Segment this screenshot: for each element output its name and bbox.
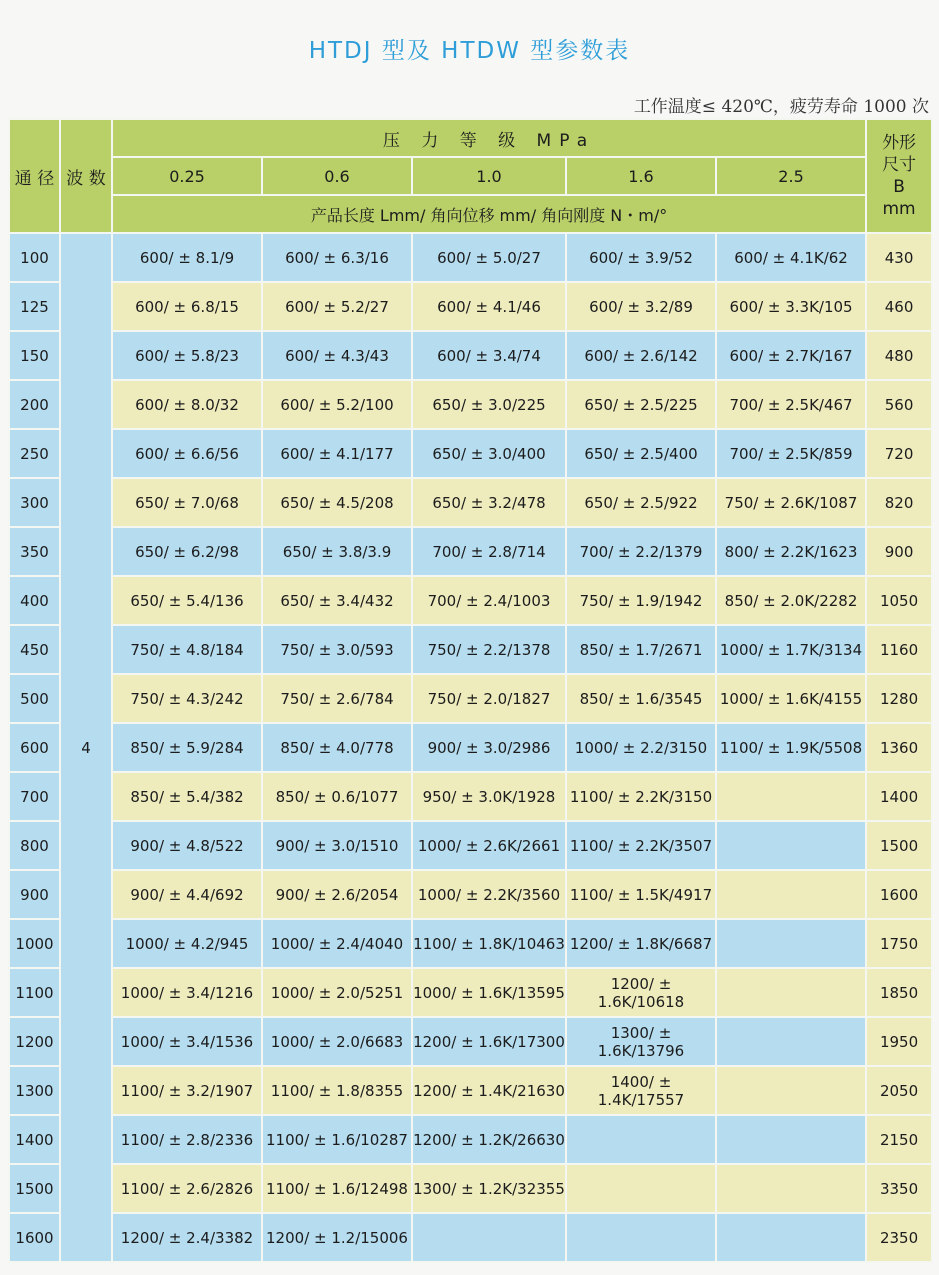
external-size-cell: 460 [866,282,932,331]
value-cell: 650/ ± 2.5/922 [566,478,716,527]
value-cell: 1200/ ± 1.6K/10618 [566,968,716,1017]
value-cell: 1100/ ± 1.6/12498 [262,1164,412,1213]
value-cell: 650/ ± 3.4/432 [262,576,412,625]
external-size-cell: 1280 [866,674,932,723]
dn-cell: 150 [9,331,60,380]
value-cell: 1300/ ± 1.6K/13796 [566,1017,716,1066]
dn-cell: 600 [9,723,60,772]
external-size-cell: 2150 [866,1115,932,1164]
value-cell: 1000/ ± 1.6K/4155 [716,674,866,723]
value-cell [716,1066,866,1115]
table-row [9,625,932,674]
value-cell: 850/ ± 2.0K/2282 [716,576,866,625]
value-cell: 1100/ ± 1.8/8355 [262,1066,412,1115]
value-cell: 900/ ± 3.0/2986 [412,723,566,772]
value-cell: 700/ ± 2.5K/467 [716,380,866,429]
value-cell: 1100/ ± 1.9K/5508 [716,723,866,772]
header-pressure-4: 2.5 [716,157,866,195]
table-row [9,772,932,821]
dn-cell: 100 [9,233,60,282]
value-cell: 1300/ ± 1.2K/32355 [412,1164,566,1213]
value-cell: 900/ ± 2.6/2054 [262,870,412,919]
dn-cell: 700 [9,772,60,821]
table-row [9,1017,932,1066]
value-cell: 700/ ± 2.5K/859 [716,429,866,478]
value-cell: 750/ ± 2.0/1827 [412,674,566,723]
value-cell: 700/ ± 2.4/1003 [412,576,566,625]
table-row [9,527,932,576]
external-size-cell: 720 [866,429,932,478]
value-cell: 1200/ ± 2.4/3382 [112,1213,262,1262]
external-size-cell: 430 [866,233,932,282]
value-cell: 650/ ± 2.5/400 [566,429,716,478]
external-size-cell: 1050 [866,576,932,625]
dn-cell: 450 [9,625,60,674]
table-row [9,380,932,429]
value-cell: 750/ ± 2.2/1378 [412,625,566,674]
value-cell: 700/ ± 2.8/714 [412,527,566,576]
table-row [9,919,932,968]
value-cell: 1200/ ± 1.8K/6687 [566,919,716,968]
value-cell: 600/ ± 6.3/16 [262,233,412,282]
table-row [9,478,932,527]
value-cell: 600/ ± 5.0/27 [412,233,566,282]
value-cell: 1000/ ± 4.2/945 [112,919,262,968]
value-cell: 600/ ± 6.8/15 [112,282,262,331]
external-size-cell: 3350 [866,1164,932,1213]
dn-cell: 1300 [9,1066,60,1115]
value-cell [566,1164,716,1213]
value-cell: 850/ ± 5.9/284 [112,723,262,772]
value-cell [716,1213,866,1262]
value-cell: 850/ ± 1.7/2671 [566,625,716,674]
value-cell: 1200/ ± 1.4K/21630 [412,1066,566,1115]
value-cell: 750/ ± 2.6K/1087 [716,478,866,527]
external-size-cell: 1750 [866,919,932,968]
value-cell: 600/ ± 4.1/177 [262,429,412,478]
value-cell: 850/ ± 0.6/1077 [262,772,412,821]
value-cell: 850/ ± 1.6/3545 [566,674,716,723]
value-cell: 650/ ± 5.4/136 [112,576,262,625]
value-cell: 600/ ± 8.0/32 [112,380,262,429]
value-cell: 1000/ ± 3.4/1216 [112,968,262,1017]
table-row [9,233,932,282]
header-units: 产品长度 Lmm/ 角向位移 mm/ 角向刚度 N・m/° [112,195,866,233]
value-cell: 1100/ ± 1.6/10287 [262,1115,412,1164]
header-pressure-2: 1.0 [412,157,566,195]
value-cell: 750/ ± 4.3/242 [112,674,262,723]
external-size-cell: 1160 [866,625,932,674]
header-pressure-0: 0.25 [112,157,262,195]
header-external-size-line4: mm [882,199,916,219]
table-row [9,1115,932,1164]
dn-cell: 800 [9,821,60,870]
value-cell [716,1017,866,1066]
external-size-cell: 1500 [866,821,932,870]
value-cell [566,1115,716,1164]
value-cell: 650/ ± 2.5/225 [566,380,716,429]
dn-cell: 400 [9,576,60,625]
dn-cell: 250 [9,429,60,478]
table-row [9,870,932,919]
external-size-cell: 1850 [866,968,932,1017]
header-pressure-1: 0.6 [262,157,412,195]
header-dn: 通 径 [9,119,60,233]
dn-cell: 900 [9,870,60,919]
value-cell: 850/ ± 4.0/778 [262,723,412,772]
value-cell: 600/ ± 4.1/46 [412,282,566,331]
value-cell: 600/ ± 5.2/100 [262,380,412,429]
value-cell: 1000/ ± 1.6K/13595 [412,968,566,1017]
header-external-size-line2: 尺寸 [882,155,917,175]
value-cell: 600/ ± 3.3K/105 [716,282,866,331]
value-cell: 600/ ± 3.4/74 [412,331,566,380]
value-cell: 900/ ± 4.4/692 [112,870,262,919]
value-cell: 750/ ± 4.8/184 [112,625,262,674]
value-cell: 600/ ± 4.1K/62 [716,233,866,282]
value-cell: 600/ ± 3.2/89 [566,282,716,331]
external-size-cell: 820 [866,478,932,527]
dn-cell: 125 [9,282,60,331]
value-cell: 650/ ± 3.8/3.9 [262,527,412,576]
header-pressure-3: 1.6 [566,157,716,195]
value-cell: 850/ ± 5.4/382 [112,772,262,821]
external-size-cell: 1600 [866,870,932,919]
value-cell: 600/ ± 5.8/23 [112,331,262,380]
header-external-size [866,119,932,233]
value-cell: 1100/ ± 2.8/2336 [112,1115,262,1164]
external-size-cell: 2350 [866,1213,932,1262]
value-cell: 650/ ± 4.5/208 [262,478,412,527]
table-row [9,1213,932,1262]
value-cell [716,919,866,968]
value-cell: 900/ ± 4.8/522 [112,821,262,870]
table-row [9,723,932,772]
table-row [9,1066,932,1115]
value-cell: 1100/ ± 3.2/1907 [112,1066,262,1115]
external-size-cell: 900 [866,527,932,576]
value-cell [716,821,866,870]
value-cell: 1100/ ± 2.2K/3150 [566,772,716,821]
value-cell: 700/ ± 2.2/1379 [566,527,716,576]
header-external-size-line3: B [893,177,905,197]
value-cell: 1200/ ± 1.6K/17300 [412,1017,566,1066]
dn-cell: 200 [9,380,60,429]
value-cell: 600/ ± 2.7K/167 [716,331,866,380]
value-cell: 750/ ± 1.9/1942 [566,576,716,625]
value-cell: 1000/ ± 2.2K/3560 [412,870,566,919]
value-cell: 1000/ ± 2.4/4040 [262,919,412,968]
external-size-cell: 2050 [866,1066,932,1115]
value-cell [716,1164,866,1213]
value-cell: 650/ ± 3.0/400 [412,429,566,478]
value-cell: 1000/ ± 3.4/1536 [112,1017,262,1066]
value-cell [716,968,866,1017]
external-size-cell: 1950 [866,1017,932,1066]
value-cell [566,1213,716,1262]
value-cell: 1400/ ± 1.4K/17557 [566,1066,716,1115]
table-row [9,674,932,723]
dn-cell: 1400 [9,1115,60,1164]
table-row [9,282,932,331]
external-size-cell: 1360 [866,723,932,772]
table-row [9,576,932,625]
dn-cell: 1100 [9,968,60,1017]
parameter-table [8,118,933,1263]
value-cell: 1000/ ± 2.0/6683 [262,1017,412,1066]
dn-cell: 1600 [9,1213,60,1262]
value-cell: 1000/ ± 2.6K/2661 [412,821,566,870]
value-cell: 650/ ± 6.2/98 [112,527,262,576]
table-row [9,821,932,870]
table-body [9,233,932,1262]
value-cell: 800/ ± 2.2K/1623 [716,527,866,576]
value-cell: 600/ ± 4.3/43 [262,331,412,380]
value-cell: 650/ ± 3.0/225 [412,380,566,429]
value-cell: 600/ ± 5.2/27 [262,282,412,331]
value-cell: 600/ ± 2.6/142 [566,331,716,380]
value-cell: 1000/ ± 2.0/5251 [262,968,412,1017]
value-cell: 600/ ± 8.1/9 [112,233,262,282]
dn-cell: 500 [9,674,60,723]
value-cell: 1100/ ± 2.2K/3507 [566,821,716,870]
value-cell: 750/ ± 3.0/593 [262,625,412,674]
dn-cell: 300 [9,478,60,527]
waves-cell: 4 [60,233,112,1262]
page-title: HTDJ 型及 HTDW 型参数表 [308,38,631,64]
value-cell: 650/ ± 3.2/478 [412,478,566,527]
dn-cell: 1000 [9,919,60,968]
value-cell: 1100/ ± 1.8K/10463 [412,919,566,968]
external-size-cell: 560 [866,380,932,429]
value-cell: 1000/ ± 1.7K/3134 [716,625,866,674]
dn-cell: 350 [9,527,60,576]
value-cell: 900/ ± 3.0/1510 [262,821,412,870]
value-cell: 1200/ ± 1.2/15006 [262,1213,412,1262]
dn-cell: 1500 [9,1164,60,1213]
value-cell: 1100/ ± 1.5K/4917 [566,870,716,919]
value-cell [716,772,866,821]
external-size-cell: 1400 [866,772,932,821]
value-cell: 1000/ ± 2.2/3150 [566,723,716,772]
value-cell: 1200/ ± 1.2K/26630 [412,1115,566,1164]
external-size-cell: 480 [866,331,932,380]
table-row [9,968,932,1017]
value-cell: 750/ ± 2.6/784 [262,674,412,723]
value-cell [412,1213,566,1262]
value-cell [716,870,866,919]
value-cell: 950/ ± 3.0K/1928 [412,772,566,821]
value-cell [716,1115,866,1164]
value-cell: 1100/ ± 2.6/2826 [112,1164,262,1213]
header-external-size-line1: 外形 [882,133,917,153]
dn-cell: 1200 [9,1017,60,1066]
value-cell: 600/ ± 3.9/52 [566,233,716,282]
header-waves: 波 数 [60,119,112,233]
conditions-note: 工作温度≤ 420℃，疲劳寿命 1000 次 [633,97,929,117]
table-row [9,1164,932,1213]
value-cell: 600/ ± 6.6/56 [112,429,262,478]
table-row [9,429,932,478]
header-pressure-grade: 压 力 等 级 MPa [112,119,866,157]
table-row [9,331,932,380]
value-cell: 650/ ± 7.0/68 [112,478,262,527]
